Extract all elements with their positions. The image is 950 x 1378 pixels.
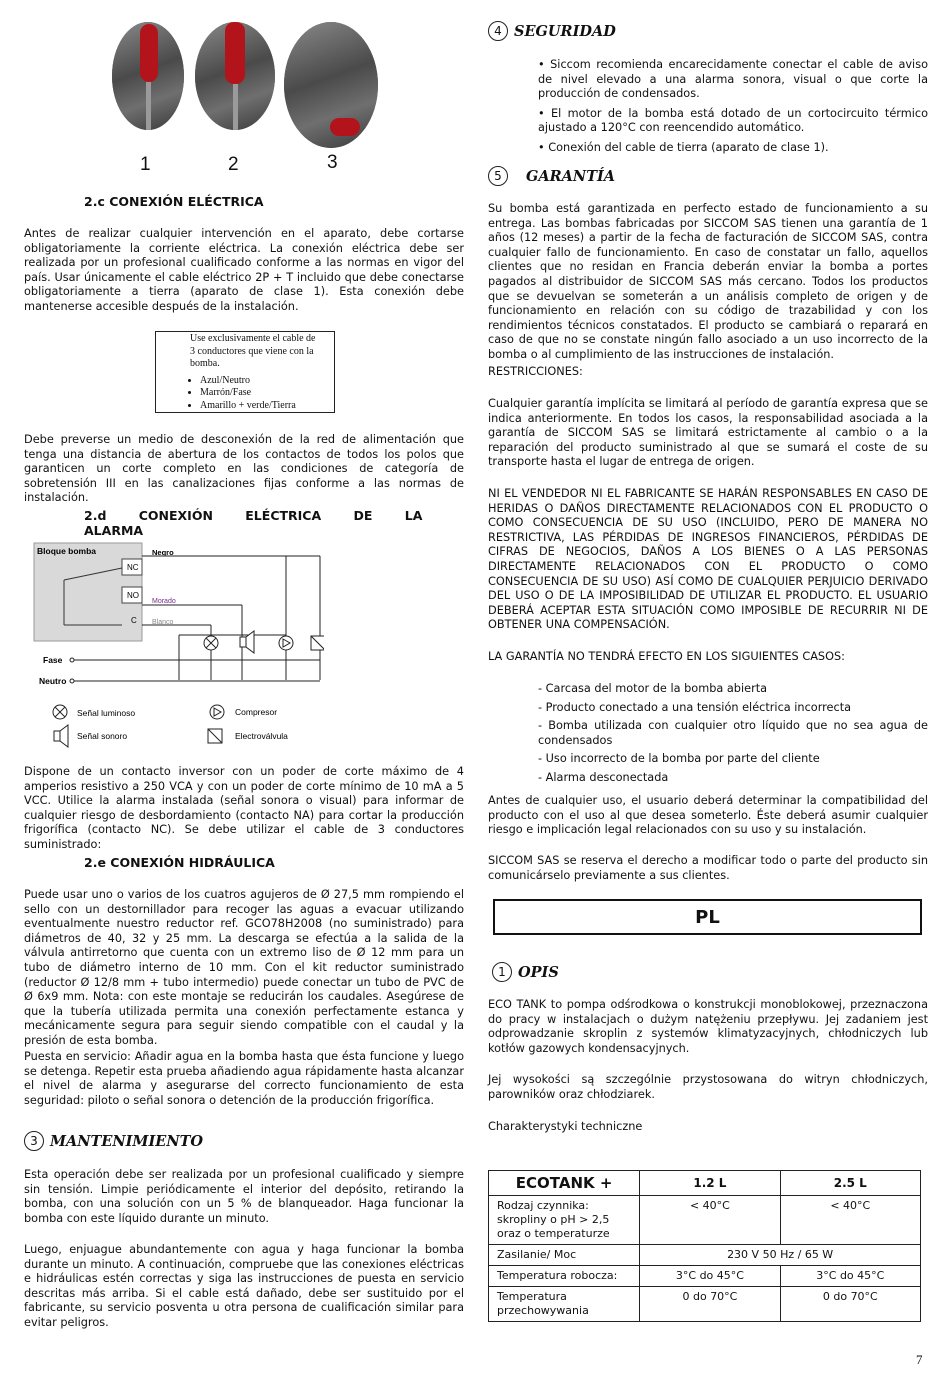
disconnect-text: Debe preverse un medio de desconexión de la red de alimentación que tenga una distancia de abertura de los contactos de todos los polos que garanticen un corte completo en las condiciones de categoría de sobretensión III en las canalizaciones fijas conforme a las normas de instalación.: [24, 433, 464, 505]
fase-label: Fase: [43, 655, 63, 665]
section-2c-title: 2.c CONEXIÓN ELÉCTRICA: [84, 194, 264, 209]
conductor-item: • Azul/Neutro: [200, 375, 334, 388]
spec-row-label: Temperatura przechowywania: [489, 1287, 640, 1322]
wire-morado-label: Morado: [152, 598, 176, 605]
table-row: [489, 1196, 921, 1245]
cable-conductor-list: [156, 375, 334, 413]
section-2d-title-text: 2.d CONEXIÓN ELÉCTRICA DE LA ALARMA: [84, 508, 423, 538]
reserve-text: SICCOM SAS se reserva el derecho a modificar todo o parte del producto sin comunicárselo previamente a sus clientes.: [488, 854, 928, 882]
spec-cell: < 40°C: [640, 1196, 780, 1245]
opis-heading: [492, 962, 559, 982]
table-row: [489, 1266, 921, 1287]
spec-table-header: [489, 1171, 921, 1196]
restrictions-text: Cualquier garantía implícita se limitará al período de garantía expresa que se indica anteriormente. En todos los casos, la responsabilidad asociada a la garantía de SICCOM SAS se limitará estrictamente al cambio o a la reparación del producto suministrado al que se sumará el coste de su transporte hasta el lugar de entrega de origen.: [488, 397, 928, 469]
exclusion-item: - Carcasa del motor de la bomba abierta: [538, 682, 768, 695]
section-4-heading: [488, 21, 616, 41]
spec-cell: 3°C do 45°C: [640, 1266, 780, 1287]
section-5-heading: [488, 166, 615, 186]
tech-specs-label: Charakterystyki techniczne: [488, 1120, 643, 1133]
security-list: [538, 58, 928, 161]
legend-sonoro: Señal sonoro: [77, 731, 128, 741]
hydraulic-text: Puede usar uno o varios de los cuatros agujeros de Ø 27,5 mm rompiendo el sello con un destornillador para recoger las aguas a evacuar utilizando eventualmente nuestro reductor ref. GCO78H2008 (no suministrado) para diámetros de 40, 32 y 25 mm. La descarga se efectúa a la salida de la válvula antirretorno que cuenta con un extremo liso de Ø 12 mm para un tubo de diámetro interno de 10 mm. Con el kit reductor suministrado (reductor Ø 12/8 mm + tubo intermedio) puede conectar un tubo de PVC de Ø 6x9 mm. Nota: con este montaje se reducirán los caudales. Asegúrese de que la tubería utilizada permita una conexión perfectamente estanca y mecánicamente segura para seguir siendo compatible con el caudal y la presión de esta bomba.: [24, 888, 464, 1047]
photo-screwdriver-2: [195, 22, 275, 130]
legend-valve-icon: [208, 729, 222, 743]
spec-cell: 230 V 50 Hz / 65 W: [640, 1245, 921, 1266]
spec-header-12l: 1.2 L: [640, 1171, 780, 1196]
section-4-number-icon: 4: [488, 21, 508, 41]
security-item: • Siccom recomienda encarecidamente conectar el cable de aviso de nivel elevado a una alarma sonora, visual o que corte la producción de condensados.: [538, 58, 928, 101]
restrictions-label: RESTRICCIONES:: [488, 365, 583, 378]
exclusion-item: - Uso incorrecto de la bomba por parte del cliente: [538, 752, 820, 766]
solenoid-valve-icon: [311, 636, 324, 650]
spec-cell: 3°C do 45°C: [780, 1266, 920, 1287]
spec-cell: < 40°C: [780, 1196, 920, 1245]
spec-row-label: Zasilanie/ Moc: [489, 1245, 640, 1266]
service-text: Puesta en servicio: Añadir agua en la bomba hasta que ésta funcione y luego se detenga. Repetir esta prueba añadiendo agua rápidamente hasta alcanzar el nivel de alarma y asegurarse del correcto funcionamiento de esta seguridad: piloto o señal sonora o detención de la producción frigorífica.: [24, 1050, 464, 1107]
section-5-title: GARANTÍA: [526, 167, 616, 185]
lamp-icon: [204, 636, 218, 650]
security-item: • Conexión del cable de tierra (aparato de clase 1).: [538, 140, 829, 154]
neutro-label: Neutro: [39, 676, 67, 686]
legend-electro: Electroválvula: [235, 731, 288, 741]
legend-lamp-icon: [53, 705, 67, 719]
section-2e-title: 2.e CONEXIÓN HIDRÁULICA: [84, 855, 275, 870]
exclusion-item: - Producto conectado a una tensión eléctrica incorrecta: [538, 700, 852, 714]
table-row: [489, 1287, 921, 1322]
language-pl-banner: [493, 899, 922, 935]
alarm-wiring-diagram: [24, 535, 324, 750]
spec-row-label: Rodzaj czynnika: skroplinу o pH > 2,5 oraz o temperaturze: [489, 1196, 640, 1245]
exclusion-item: - Bomba utilizada con cualquier otro líquido que no sea agua de condensados: [538, 719, 928, 747]
photo-label-1: 1: [140, 154, 151, 175]
legend-compressor-icon: [210, 705, 224, 719]
security-item: • El motor de la bomba está dotado de un cortocircuito térmico ajustado a 120°C con reencendido automático.: [538, 106, 928, 135]
spec-header-25l: 2.5 L: [780, 1171, 920, 1196]
before-use-text: Antes de cualquier uso, el usuario deberá determinar la compatibilidad del producto con el uso al que desea someterlo. Éste deberá asumir cualquier riesgo e implicación legal relacionados con su uso y su instalación.: [488, 794, 928, 837]
opis-text-2: Jej wysokości są szczególnie przystosowana do witryn chłodniczych, parowników oraz chłodziarek.: [488, 1073, 928, 1101]
alarm-text: Dispone de un contacto inversor con un poder de corte máximo de 4 amperios resistivo a 250 VCA y con un poder de corte mínimo de 10 mA a 5 VCC. Utilice la alarma instalada (señal sonora o visual) para informar de cualquier riesgo de desbordamiento (contacto NA) para cortar la producción frigorífica (contacto NC). Se debe utilizar el cable de 3 conductores suministrado:: [24, 765, 464, 851]
section-2d-title: [84, 508, 464, 538]
cable-note-intro: Use exclusivamente el cable de 3 conductores que viene con la bomba.: [190, 333, 316, 369]
spec-cell: 0 do 70°C: [640, 1287, 780, 1322]
language-pl-label: PL: [695, 906, 720, 928]
legend-luminoso: Señal luminoso: [77, 708, 136, 718]
maintenance-text-1: Esta operación debe ser realizada por un profesional cualificado y siempre sin tensión. Limpie periódicamente el interior del depósito, retirando la bomba, con una solución con un 5 % de blanqueador. Haga funcionar la bomba con este líquido durante un minuto.: [24, 1168, 464, 1225]
section-5-number-icon: 5: [488, 166, 508, 186]
photo-screwdriver-1: [112, 22, 184, 130]
photo-label-3: 3: [327, 152, 338, 173]
table-row: [489, 1245, 921, 1266]
section-2c-text: Antes de realizar cualquier intervención en el aparato, debe cortarse obligatoriamente la corriente eléctrica. La conexión eléctrica debe ser realizada por un profesional cualificado conforme a las normas en vigor del país. Usar únicamente el cable eléctrico 2P + T incluido que debe conectarse obligatoriamente a tierra (aparato de clase 1). Esta conexión debe mantenerse accesible después de la instalación.: [24, 227, 464, 313]
spec-header-model: ECOTANK +: [489, 1171, 640, 1196]
photo-label-2: 2: [228, 154, 239, 175]
opis-text-1: ECO TANK to pompa odśrodkowa o konstrukcji monoblokowej, przeznaczona do pracy w instalacjach o dużym natężeniu przepływu. Jej zadaniem jest odprowadzanie skroplin z systemów klimatyzacyjnych, chłodniczych lub kotłów gazowych kondensacyjnych.: [488, 998, 928, 1055]
section-3-title: MANTENIMIENTO: [50, 1132, 203, 1150]
opis-title: OPIS: [518, 963, 559, 981]
no-label: NO: [127, 591, 139, 600]
section-3-number-icon: 3: [24, 1131, 44, 1151]
page-number: 7: [916, 1352, 923, 1367]
section-3-heading: [24, 1131, 203, 1151]
conductor-item: • Amarillo + verde/Tierra: [200, 400, 334, 413]
photo-pump-3: [284, 22, 378, 148]
spec-row-label: Temperatura robocza:: [489, 1266, 640, 1287]
compressor-icon: [279, 636, 293, 650]
spec-cell: 0 do 70°C: [780, 1287, 920, 1322]
spec-table: [488, 1170, 921, 1322]
pump-block-label: Bloque bomba: [37, 546, 97, 556]
warranty-text: Su bomba está garantizada en perfecto estado de funcionamiento a su entrega. Las bombas fabricadas por SICCOM SAS tienen una garantía de 1 años (12 meses) a partir de la fecha de facturación de SICCOM SAS, contra cualquier fallo de funcionamiento. En caso de constatar un fallo, aquellos clientes que no residan en Francia deberán enviar la bomba a portes pagados al distribuidor de SICCOM SAS más cercano. Todos los productos que se devuelvan se someterán a un análisis completo de origen y de funcionamiento en relación con su código de trazabilidad y con los rendimientos técnicos constatados. El producto se cambiará o reparará en caso de que no se constate ningún fallo asociado a un uso incorrecto de la bomba o al cumplimiento de las instrucciones de instalación.: [488, 202, 928, 361]
opis-number-icon: 1: [492, 962, 512, 982]
maintenance-text-2: Luego, enjuague abundantemente con agua y haga funcionar la bomba durante un minuto. A continuación, compruebe que las conexiones eléctricas e hidráulicas estén correctas y siga las instrucciones de puesta en servicio descritas más arriba. Si el cable está dañado, debe ser sustituido por el fabricante, su servicio posventa u otra persona de cualificación similar para evitar peligros.: [24, 1243, 464, 1329]
wire-negro-label: Negro: [152, 548, 174, 557]
c-label: C: [131, 616, 137, 625]
no-effect-label: LA GARANTÍA NO TENDRÁ EFECTO EN LOS SIGUIENTES CASOS:: [488, 650, 845, 663]
section-4-title: SEGURIDAD: [514, 22, 616, 40]
liability-text: NI EL VENDEDOR NI EL FABRICANTE SE HARÁN RESPONSABLES EN CASO DE HERIDAS O DAÑOS DIRECTAMENTE RELACIONADOS CON EL PRODUCTO O COMO CONSECUENCIA DE SU USO (INCLUIDO, PERO DE MANERA NO RESTRICTIVA, LAS PÉRDIDAS DE INGRESOS FINANCIEROS, PÉRDIDAS DE CIFRAS DE NEGOCIOS, DAÑOS A LOS BIENES O A LAS PERSONAS DIRECTAMENTE RELACIONADOS CON EL PRODUCTO O COMO CONSECUENCIA DE SU USO) ASÍ COMO DE CUALQUIER PERJUICIO DERIVADO DEL USO O DE LA IMPOSIBILIDAD DE UTILIZAR EL PRODUCTO. EL USUARIO DEBERÁ ACEPTAR ESTA SITUACIÓN COMO IMPOSIBLE DE RECURRIR NI DE OBTENER UNA COMPENSACIÓN.: [488, 487, 928, 632]
exclusion-item: - Alarma desconectada: [538, 770, 669, 784]
warranty-exclusions-list: [538, 682, 928, 790]
cable-note-box: [155, 331, 335, 413]
wire-blanco-label: Blanco: [152, 619, 174, 626]
legend-siren-icon: [54, 725, 68, 747]
legend-compresor: Compresor: [235, 707, 278, 717]
conductor-item: • Marrón/Fase: [200, 387, 334, 400]
nc-label: NC: [127, 563, 139, 572]
